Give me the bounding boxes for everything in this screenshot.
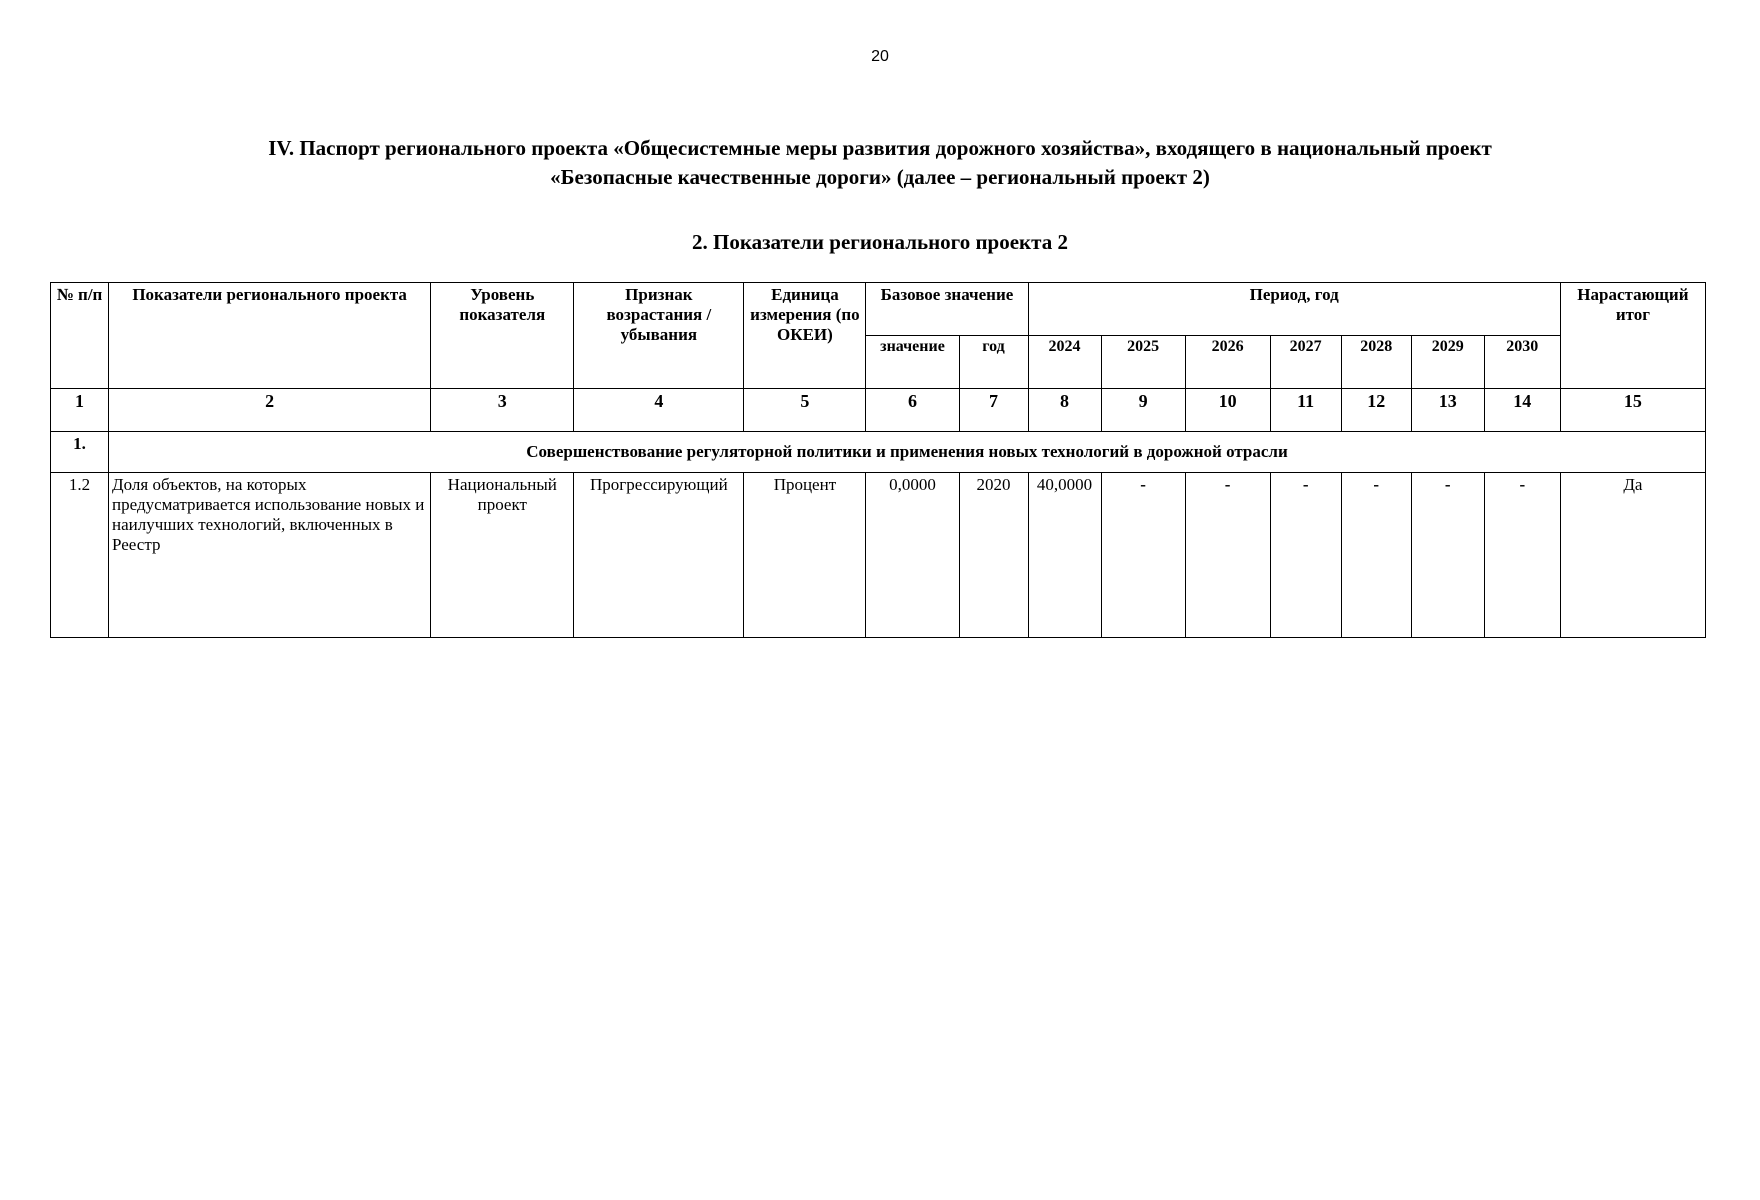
title-line-2: «Безопасные качественные дороги» (далее – региональный проект 2): [550, 165, 1210, 189]
row-value-2028: -: [1341, 473, 1411, 638]
page-number: 20: [871, 48, 889, 65]
row-value-2026: -: [1185, 473, 1270, 638]
header-base-value: значение: [866, 336, 959, 389]
row-value-2029: -: [1411, 473, 1484, 638]
header-total: Нарастающий итог: [1560, 283, 1705, 389]
header-year: 2030: [1484, 336, 1560, 389]
row-num: 1.2: [51, 473, 109, 638]
header-base-year: год: [959, 336, 1028, 389]
column-number: 12: [1341, 389, 1411, 432]
row-level: Национальный проект: [431, 473, 574, 638]
header-sign: Признак возрастания / убывания: [574, 283, 744, 389]
column-number: 9: [1101, 389, 1185, 432]
column-number: 15: [1560, 389, 1705, 432]
column-number: 14: [1484, 389, 1560, 432]
column-number: 6: [866, 389, 959, 432]
row-value-2025: -: [1101, 473, 1185, 638]
document-title: [0, 134, 1760, 192]
header-period: Период, год: [1028, 283, 1560, 336]
section-num: 1.: [51, 432, 109, 473]
column-number: 4: [574, 389, 744, 432]
header-level: Уровень показателя: [431, 283, 574, 389]
indicators-table: [50, 282, 1706, 638]
header-year: 2024: [1028, 336, 1101, 389]
header-year: 2027: [1270, 336, 1341, 389]
header-base: Базовое значение: [866, 283, 1028, 336]
column-number: 5: [744, 389, 866, 432]
header-year: 2025: [1101, 336, 1185, 389]
header-indicator: Показатели регионального проекта: [109, 283, 431, 389]
column-number: 8: [1028, 389, 1101, 432]
title-line-1: IV. Паспорт регионального проекта «Общесистемные меры развития дорожного хозяйства», входящего в национальный проект: [268, 136, 1492, 160]
row-unit: Процент: [744, 473, 866, 638]
row-sign: Прогрессирующий: [574, 473, 744, 638]
row-total: Да: [1560, 473, 1705, 638]
row-value-2027: -: [1270, 473, 1341, 638]
row-value-2024: 40,0000: [1028, 473, 1101, 638]
header-num: № п/п: [51, 283, 109, 389]
row-base-year: 2020: [959, 473, 1028, 638]
row-indicator: Доля объектов, на которых предусматривается использование новых и наилучших технологий, включенных в Реестр: [109, 473, 431, 638]
column-number-row: [51, 389, 1706, 432]
column-number: 7: [959, 389, 1028, 432]
column-number: 3: [431, 389, 574, 432]
column-number: 13: [1411, 389, 1484, 432]
column-number: 1: [51, 389, 109, 432]
header-year: 2029: [1411, 336, 1484, 389]
section-subtitle: 2. Показатели регионального проекта 2: [692, 230, 1068, 254]
table-row: [51, 473, 1706, 638]
header-year: 2028: [1341, 336, 1411, 389]
row-value-2030: -: [1484, 473, 1560, 638]
header-year: 2026: [1185, 336, 1270, 389]
row-base-value: 0,0000: [866, 473, 959, 638]
column-number: 2: [109, 389, 431, 432]
column-number: 10: [1185, 389, 1270, 432]
section-title: Совершенствование регуляторной политики и применения новых технологий в дорожной отрасли: [109, 432, 1706, 473]
section-row: [51, 432, 1706, 473]
header-unit: Единица измерения (по ОКЕИ): [744, 283, 866, 389]
column-number: 11: [1270, 389, 1341, 432]
